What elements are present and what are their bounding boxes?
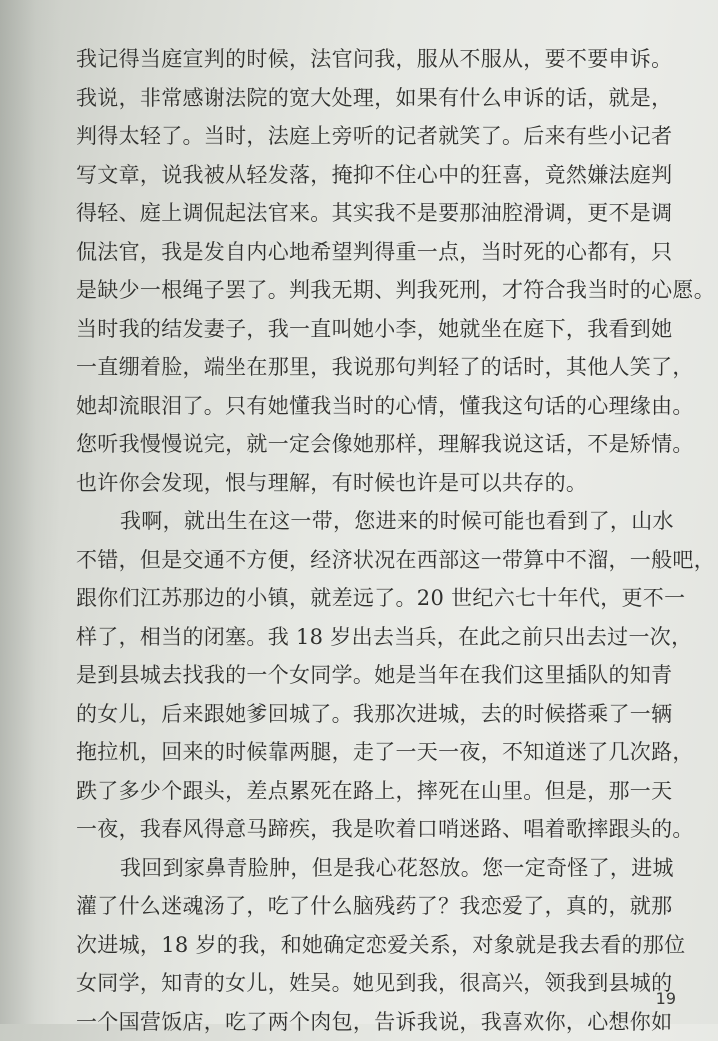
- text-line: 的女儿，后来跟她爹回城了。我那次进城，去的时候搭乘了一辆: [76, 695, 662, 734]
- text-line: 写文章，说我被从轻发落，掩抑不住心中的狂喜，竟然嫌法庭判: [76, 156, 662, 195]
- text-line: 当时我的结发妻子，我一直叫她小李，她就坐在庭下，我看到她: [76, 310, 662, 349]
- text-line: 样了，相当的闭塞。我 18 岁出去当兵，在此之前只出去过一次，: [76, 618, 662, 657]
- text-line: 拖拉机，回来的时候靠两腿，走了一天一夜，不知道迷了几次路，: [76, 733, 662, 772]
- text-line: 是缺少一根绳子罢了。判我无期、判我死刑，才符合我当时的心愿。: [76, 271, 662, 310]
- text-line: 侃法官，我是发自内心地希望判得重一点，当时死的心都有，只: [76, 233, 662, 272]
- text-line: 判得太轻了。当时，法庭上旁听的记者就笑了。后来有些小记者: [76, 117, 662, 156]
- text-line: 一夜，我春风得意马蹄疾，我是吹着口哨迷路、唱着歌摔跟头的。: [76, 810, 662, 849]
- text-line: 是到县城去找我的一个女同学。她是当年在我们这里插队的知青: [76, 656, 662, 695]
- text-line: 不错，但是交通不方便，经济状况在西部这一带算中不溜，一般吧，: [76, 541, 662, 580]
- text-line: 我说，非常感谢法院的宽大处理，如果有什么申诉的话，就是，: [76, 79, 662, 118]
- text-line: 次进城，18 岁的我，和她确定恋爱关系，对象就是我去看的那位: [76, 926, 662, 965]
- text-line: 得轻、庭上调侃起法官来。其实我不是要那油腔滑调，更不是调: [76, 194, 662, 233]
- text-line: 跌了多少个跟头，差点累死在路上，摔死在山里。但是，那一天: [76, 772, 662, 811]
- text-line: 我记得当庭宣判的时候，法官问我，服从不服从，要不要申诉。: [76, 40, 662, 79]
- text-line: 女同学，知青的女儿，姓吴。她见到我，很高兴，领我到县城的: [76, 964, 662, 1003]
- text-line: 一个国营饭店，吃了两个肉包，告诉我说，我喜欢你，心想你如: [76, 1003, 662, 1041]
- page-number: 19: [656, 989, 676, 1008]
- text-line: 灌了什么迷魂汤了，吃了什么脑残药了？我恋爱了，真的，就那: [76, 887, 662, 926]
- binding-shadow: [0, 0, 60, 1024]
- text-line: 我回到家鼻青脸肿，但是我心花怒放。您一定奇怪了，进城: [76, 849, 662, 888]
- text-line: 一直绷着脸，端坐在那里，我说那句判轻了的话时，其他人笑了，: [76, 348, 662, 387]
- text-line: 她却流眼泪了。只有她懂我当时的心情，懂我这句话的心理缘由。: [76, 387, 662, 426]
- text-line: 也许你会发现，恨与理解，有时候也许是可以共存的。: [76, 464, 662, 503]
- text-line: 我啊，就出生在这一带，您进来的时候可能也看到了，山水: [76, 502, 662, 541]
- text-line: 您听我慢慢说完，就一定会像她那样，理解我说这话，不是矫情。: [76, 425, 662, 464]
- text-line: 跟你们江苏那边的小镇，就差远了。20 世纪六七十年代，更不一: [76, 579, 662, 618]
- body-text: [76, 40, 662, 1041]
